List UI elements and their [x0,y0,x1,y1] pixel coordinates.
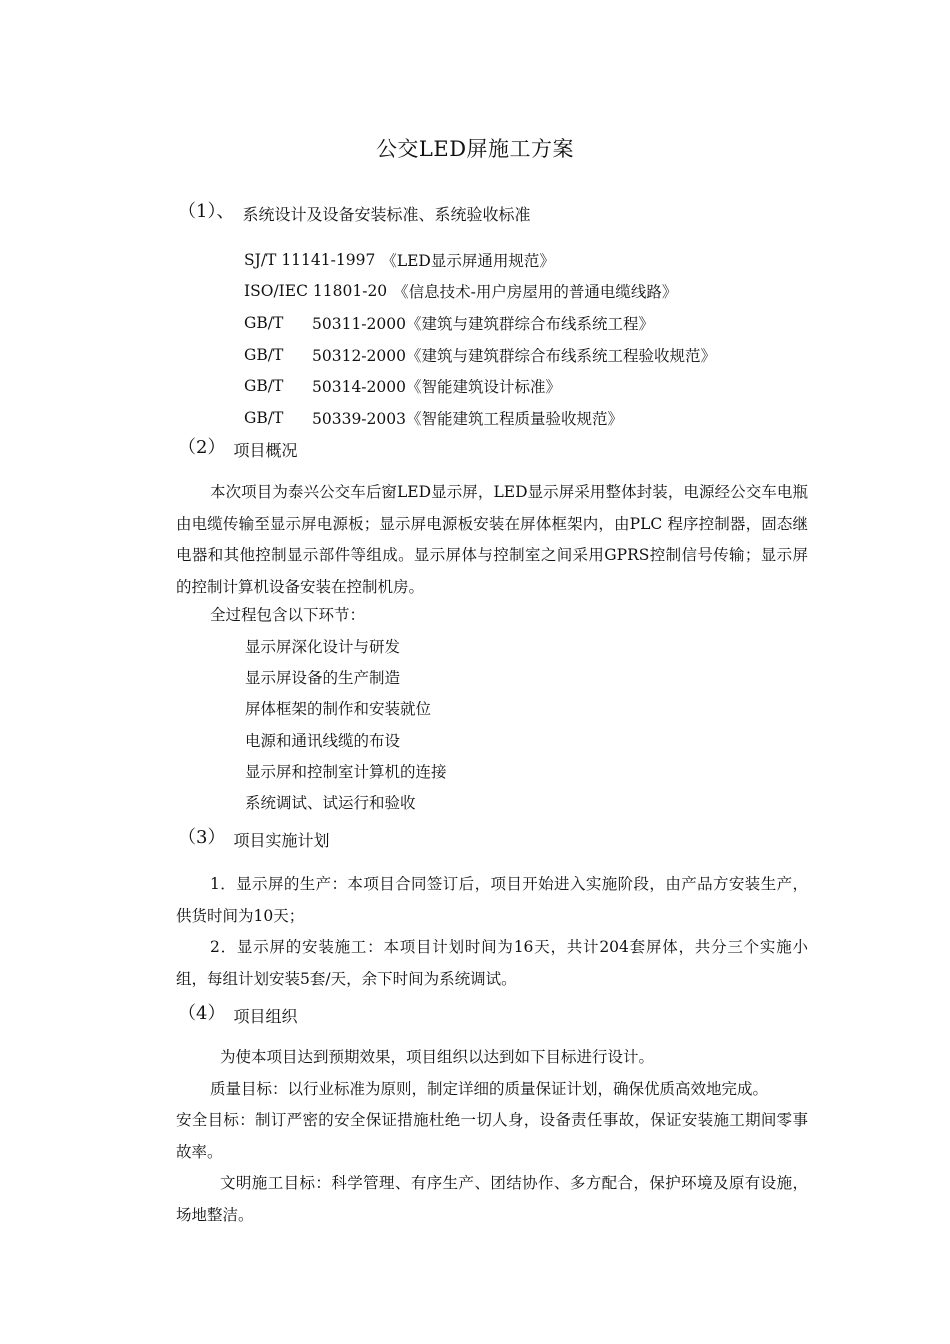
standard-name: 50311-2000《建筑与建筑群综合布线系统工程》 [312,314,654,333]
plan-item-installation: 2．显示屏的安装施工：本项目计划时间为16天，共计204套屏体，共分三个实施小组，每组计划安装5套/天，余下时间为系统调试。 [176,938,808,988]
standard-name: 50312-2000《建筑与建筑群综合布线系统工程验收规范》 [312,346,716,365]
process-step: 显示屏和控制室计算机的连接 [245,762,447,781]
standard-item [244,276,844,308]
process-step: 屏体框架的制作和安装就位 [245,700,432,719]
section-number: （2） [178,437,226,458]
standard-item [244,402,844,434]
process-step: 系统调试、试运行和验收 [245,793,416,812]
process-step: 显示屏设备的生产制造 [245,669,401,688]
section-heading-4 [178,1002,297,1026]
process-steps [245,632,447,819]
section-label: 系统设计及设备安装标准、系统验收标准 [242,205,531,224]
section-number: （3） [178,827,226,848]
standard-code: GB/T [244,345,284,364]
standard-name: 50339-2003《智能建筑工程质量验收规范》 [312,409,623,428]
standard-item [244,370,844,402]
standard-code: SJ/T 11141-1997 [244,250,376,269]
section-heading-3 [178,826,329,850]
standard-code: GB/T [244,377,284,396]
standard-name: 《信息技术-用户房屋用的普通电缆线路》 [393,283,678,302]
process-step: 显示屏深化设计与研发 [245,638,401,656]
plan-item-production: 1．显示屏的生产：本项目合同签订后，项目开始进入实施阶段，由产品方安装生产，供货时间为10天； [176,875,808,925]
section-label: 项目概况 [233,441,298,460]
standard-item [244,244,844,276]
standard-name: 50314-2000《智能建筑设计标准》 [312,378,561,397]
org-civil-goal: 文明施工目标：科学管理、有序生产、团结协作、多方配合，保护环境及原有设施，场地整洁。 [176,1174,808,1224]
standard-code: GB/T [244,408,284,427]
standard-item [244,307,844,339]
overview-paragraph: 本次项目为泰兴公交车后窗LED显示屏，LED显示屏采用整体封装，电源经公交车电瓶由电缆传输至显示屏电源板；显示屏电源板安装在屏体框架内，由PLC 程序控制器，固态继电器和其他控制显示部件等组成。显示屏体与控制室之间采用GPRS控制信号传输；显示屏的控制计算机设备安装在控制机房。 [176,483,808,596]
process-step: 电源和通讯线缆的布设 [245,731,401,750]
page-title: 公交LED屏施工方案 [375,137,575,161]
org-quality-goal: 质量目标：以行业标准为原则，制定详细的质量保证计划，确保优质高效地完成。 [210,1080,769,1098]
standard-code: ISO/IEC 11801-20 [244,282,388,301]
section-number: （1）、 [178,201,235,222]
standards-list [244,244,844,434]
standard-name: 《LED显示屏通用规范》 [381,251,555,270]
section-label: 项目组织 [233,1007,298,1026]
section-number: （4） [178,1003,226,1024]
org-intro: 为使本项目达到预期效果，项目组织以达到如下目标进行设计。 [220,1048,655,1066]
section-label: 项目实施计划 [233,831,330,850]
standard-code: GB/T [244,313,284,332]
section-heading-1 [178,200,530,224]
process-intro: 全过程包含以下环节： [210,606,366,624]
standard-item [244,339,844,371]
org-safety-goal: 安全目标：制订严密的安全保证措施杜绝一切人身，设备责任事故，保证安装施工期间零事故率。 [176,1111,808,1161]
section-heading-2 [178,436,297,460]
